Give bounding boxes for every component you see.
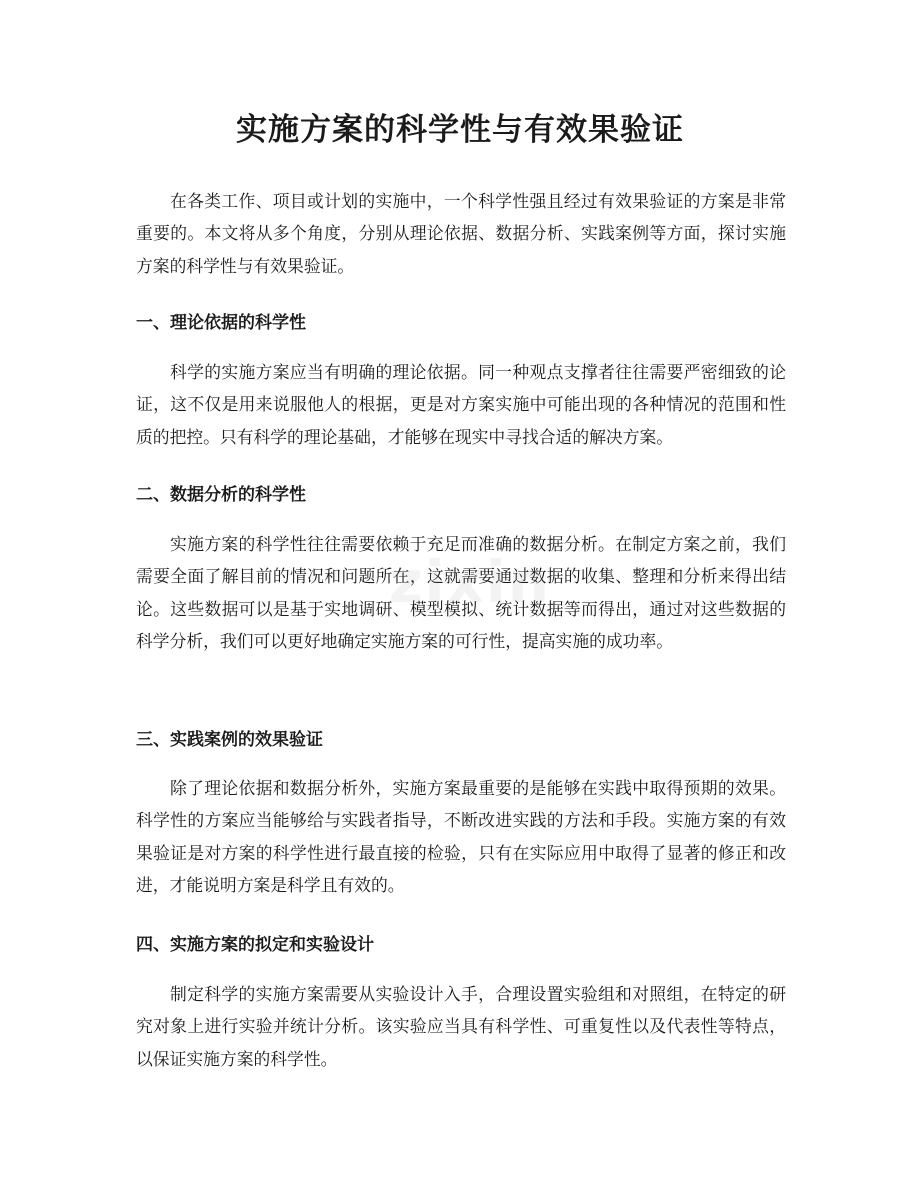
section-2-heading: 二、数据分析的科学性 <box>136 485 306 505</box>
section-3-body: 除了理论依据和数据分析外，实施方案最重要的是能够在实践中取得预期的效果。科学性的方案应当能够给与实践者指导，不断改进实践的方法和手段。实施方案的有效果验证是对方案的科学性进行最直接的检验，只有在实际应用中取得了显著的修正和改进，才能说明方案是科学且有效的。 <box>136 778 786 895</box>
section-1-body: 科学的实施方案应当有明确的理论依据。同一种观点支撑者往往需要严密细致的论证，这不仅是用来说服他人的根据，更是对方案实施中可能出现的各种情况的范围和性质的把控。只有科学的理论基础，才能够在现实中寻找合适的解决方案。 <box>136 362 786 447</box>
section-2-body: 实施方案的科学性往往需要依赖于充足而准确的数据分析。在制定方案之前，我们需要全面了解目前的情况和问题所在，这就需要通过数据的收集、整理和分析来得出结论。这些数据可以是基于实地调研、模型模拟、统计数据等而得出，通过对这些数据的科学分析，我们可以更好地确定实施方案的可行性，提高实施的成功率。 <box>136 534 786 651</box>
watermark-logo: zixin <box>388 548 552 616</box>
section-4-body: 制定科学的实施方案需要从实验设计入手，合理设置实验组和对照组，在特定的研究对象上进行实验并统计分析。该实验应当具有科学性、可重复性以及代表性等特点，以保证实施方案的科学性。 <box>136 984 786 1069</box>
section-4-heading: 四、实施方案的拟定和实验设计 <box>136 935 374 955</box>
section-3-heading: 三、实践案例的效果验证 <box>136 730 323 750</box>
section-1-heading: 一、理论依据的科学性 <box>136 313 306 333</box>
document-title: 实施方案的科学性与有效果验证 <box>236 112 684 148</box>
intro-paragraph: 在各类工作、项目或计划的实施中，一个科学性强且经过有效果验证的方案是非常重要的。本文将从多个角度，分别从理论依据、数据分析、实践案例等方面，探讨实施方案的科学性与有效果验证。 <box>136 191 786 276</box>
